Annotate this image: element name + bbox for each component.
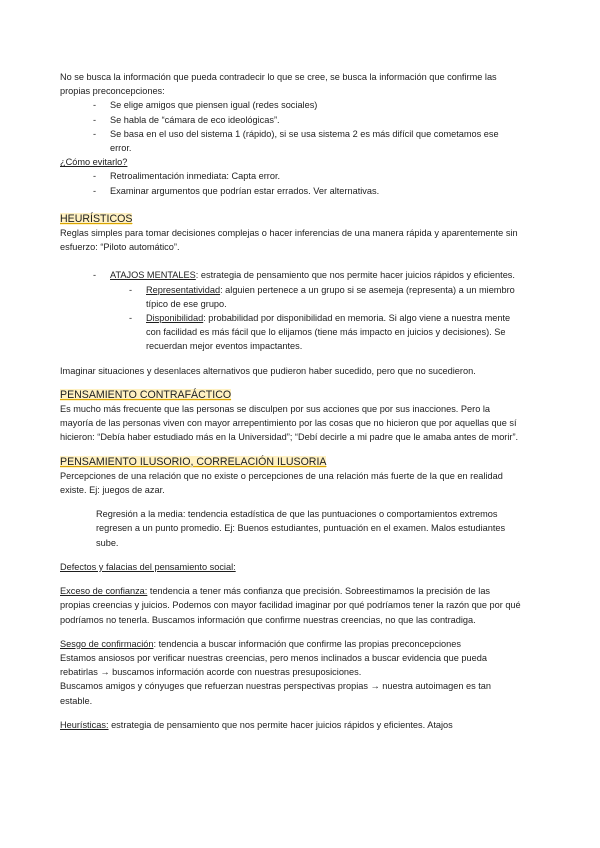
bullet-dash: - <box>93 114 97 125</box>
imaginar-paragraph: Imaginar situaciones y desenlaces alternativos que pudieron haber sucedido, pero que no sucedieron. <box>60 365 476 376</box>
bullet-dash: - <box>93 171 97 182</box>
ilusorio-paragraph: Percepciones de una relación que no existe o percepciones de una relación más fuerte de la que en realidad existe. Ej: juegos de azar. <box>60 470 503 496</box>
document-page <box>60 70 522 732</box>
section-heading-contrafactico: PENSAMIENTO CONTRAFÁCTICO <box>60 388 232 401</box>
exceso-paragraph: Exceso de confianza: tendencia a tener más confianza que precisión. Sobreestimamos la precisión de las propias creencias y juicios. Podemos con mayor facilidad imaginar por qué podríamos tener la razón que por qué podríamos no tenerla. Buscamos información que confirme nuestras creencias, no que las contradiga. <box>60 586 521 625</box>
list-item: - Se basa en el uso del sistema 1 (rápido), si se usa sistema 2 es más difícil que cometamos ese error. <box>93 128 499 154</box>
section-heading-ilusorio: PENSAMIENTO ILUSORIO, CORRELACIÓN ILUSORIA <box>60 455 327 468</box>
heuristicas-paragraph: Heurísticas: estrategia de pensamiento que nos permite hacer juicios rápidos y eficientes. Atajos <box>60 719 453 730</box>
sesgo-line3: Buscamos amigos y cónyuges que refuerzan nuestras perspectivas propias → nuestra autoimagen es tan estable. <box>60 681 492 706</box>
regresion-paragraph: Regresión a la media: tendencia estadística de que las puntuaciones o comportamientos extremos regresen a un punto promedio. Ej: Buenos estudiantes, puntuación en el examen. Malos estudiantes sube. <box>96 509 506 548</box>
list-item: - Examinar argumentos que podrían estar errados. Ver alternativas. <box>60 184 522 198</box>
list-item: - Retroalimentación inmediata: Capta error. <box>60 169 522 183</box>
list-item: - Se habla de “cámara de eco ideológicas”. <box>60 113 522 127</box>
bullet-dash: - <box>93 128 97 139</box>
contrafactico-paragraph: Es mucho más frecuente que las personas se disculpen por sus acciones que por sus inacciones. Pero la mayoría de las personas viven con mayor arrepentimiento por las cosas que no hicieron que por aquellas que sí hicieron: “Debía haber estudiado más en la Universidad”; “Debí decirle a mi padre que le amaba antes de morir”. <box>60 404 519 443</box>
list-item: - Representatividad: alguien pertenece a un grupo si se asemeja (representa) a un miembro típico de ese grupo. <box>129 284 515 309</box>
evitarlo-heading: ¿Cómo evitarlo? <box>60 157 128 168</box>
bullet-dash: - <box>93 185 97 196</box>
list-item: - Disponibilidad: probabilidad por disponibilidad en memoria. Si algo viene a nuestra mente con facilidad es más fácil que lo elijamos (tiene más impacto en juicios y decisiones). Se recuerdan mejor eventos impactantes. <box>129 313 511 352</box>
bullet-dash: - <box>129 313 133 324</box>
bullet-dash: - <box>129 284 133 295</box>
sesgo-paragraph: Sesgo de confirmación: tendencia a buscar información que confirme las propias preconcepciones <box>60 638 461 649</box>
sesgo-line2: Estamos ansiosos por verificar nuestras creencias, pero menos inclinados a buscar evidencia que pueda rebatirlas → buscamos información acorde con nuestras presuposiciones. <box>60 652 487 678</box>
list-item: - ATAJOS MENTALES: estrategia de pensamiento que nos permite hacer juicios rápidos y eficientes. <box>60 268 522 282</box>
list-item: - Se elige amigos que piensen igual (redes sociales) <box>60 98 522 112</box>
heuristicos-definition: Reglas simples para tomar decisiones complejas o hacer inferencias de una manera rápida y aparentemente sin esfuerzo: “Piloto automático”. <box>60 228 518 253</box>
defectos-heading: Defectos y falacias del pensamiento social: <box>60 561 236 572</box>
section-heading-heuristicos: HEURÍSTICOS <box>60 212 133 225</box>
bullet-dash: - <box>93 100 97 111</box>
intro-paragraph: No se busca la información que pueda contradecir lo que se cree, se busca la información que confirme las propias preconcepciones: <box>60 72 497 97</box>
bullet-dash: - <box>93 270 97 281</box>
